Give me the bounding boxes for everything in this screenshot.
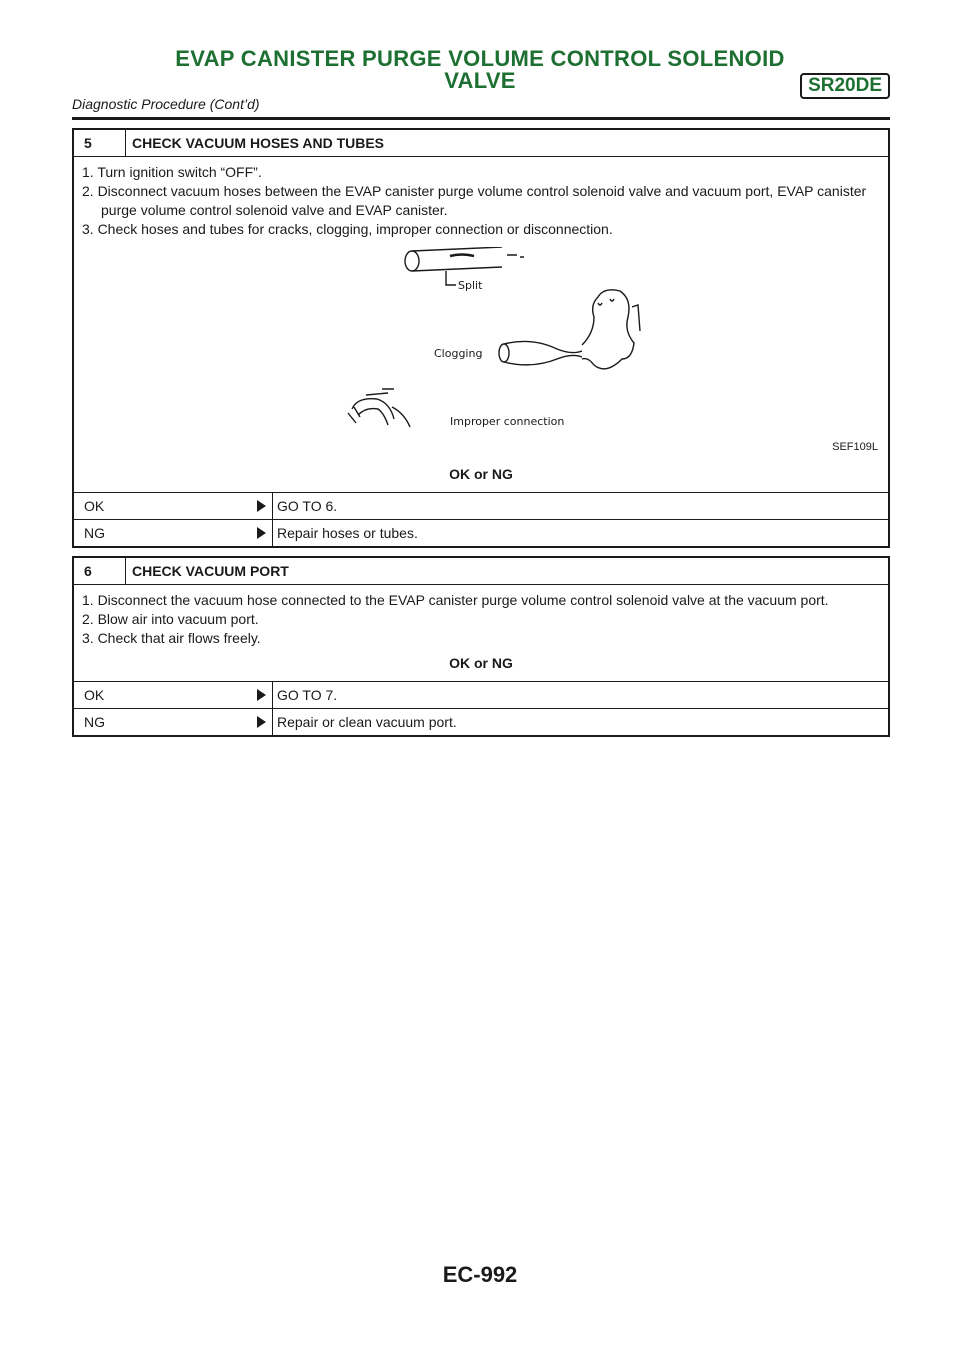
- page-number: EC-992: [442, 1262, 518, 1287]
- figure-label-clogging: Clogging: [434, 347, 483, 360]
- step-instructions: [74, 584, 888, 681]
- result-action: GO TO 7.: [272, 682, 337, 708]
- result-label: [74, 520, 272, 546]
- result-row-ok: [74, 681, 888, 708]
- figure-code: SEF109L: [832, 441, 878, 453]
- improper-connection-drawing: [348, 389, 410, 427]
- result-label-text: NG: [84, 525, 105, 541]
- figure-label-improper-connection: Improper connection: [450, 415, 565, 428]
- result-row-ng: [74, 708, 888, 735]
- step-title: CHECK VACUUM PORT: [132, 563, 289, 579]
- hose-illustration: [332, 247, 652, 442]
- result-label-text: OK: [84, 498, 105, 514]
- step-header: [74, 130, 888, 156]
- instruction-item: 1. Turn ignition switch “OFF”.: [82, 164, 262, 180]
- instruction-item: 2. Disconnect vacuum hoses between the EVAP canister purge volume control solenoid valve and vacuum port, EVAP canister purge volume control solenoid valve and EVAP canister.: [82, 183, 867, 218]
- arrow-right-icon: [257, 527, 266, 539]
- ok-or-ng-question: OK or NG: [449, 466, 513, 482]
- clogging-drawing: [499, 290, 640, 369]
- step-number: 5: [74, 130, 126, 156]
- result-label: [74, 709, 272, 735]
- figure-label-split: Split: [458, 279, 483, 292]
- instruction-item: 1. Disconnect the vacuum hose connected to the EVAP canister purge volume control solenoid valve at the vacuum port.: [82, 592, 829, 608]
- page-subtitle: Diagnostic Procedure (Cont’d): [72, 96, 260, 112]
- instruction-item: 3. Check hoses and tubes for cracks, clogging, improper connection or disconnection.: [82, 221, 613, 237]
- result-label: [74, 682, 272, 708]
- hose-inspection-figure: [82, 239, 880, 463]
- result-label: [74, 493, 272, 519]
- arrow-right-icon: [257, 689, 266, 701]
- arrow-right-icon: [257, 500, 266, 512]
- result-action: Repair or clean vacuum port.: [272, 709, 457, 735]
- result-label-text: OK: [84, 687, 105, 703]
- page-title-line-2: VALVE: [444, 68, 516, 93]
- step-6-table: [72, 556, 890, 737]
- result-label-text: NG: [84, 714, 105, 730]
- step-instructions: [74, 156, 888, 492]
- instruction-item: 2. Blow air into vacuum port.: [82, 611, 259, 627]
- instruction-item: 3. Check that air flows freely.: [82, 630, 261, 646]
- result-action: GO TO 6.: [272, 493, 337, 519]
- header-divider: [72, 117, 890, 120]
- step-5-table: [72, 128, 890, 548]
- result-action: Repair hoses or tubes.: [272, 520, 418, 546]
- result-row-ok: [74, 492, 888, 519]
- model-badge: SR20DE: [800, 73, 890, 99]
- result-row-ng: [74, 519, 888, 546]
- step-number: 6: [74, 558, 126, 584]
- page-title-line-1: EVAP CANISTER PURGE VOLUME CONTROL SOLENOID: [175, 46, 785, 71]
- step-header: [74, 558, 888, 584]
- step-title: CHECK VACUUM HOSES AND TUBES: [132, 135, 385, 151]
- ok-or-ng-question: OK or NG: [449, 655, 513, 671]
- arrow-right-icon: [257, 716, 266, 728]
